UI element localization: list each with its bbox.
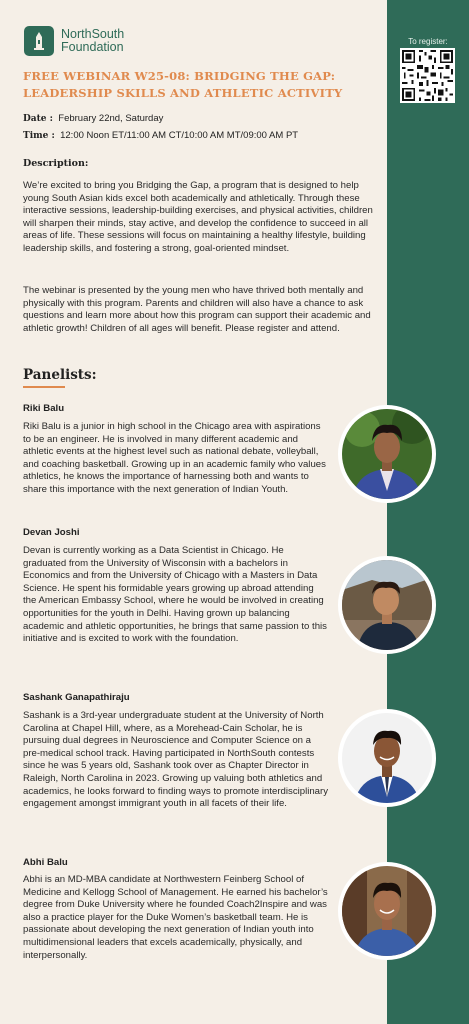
panelist-photo	[338, 709, 436, 807]
panelist-photo	[338, 405, 436, 503]
date-row	[23, 113, 163, 125]
panelist-bio: Abhi is an MD-MBA candidate at Northwestern Feinberg School of Medicine and Kellogg School of Management. He earned his bachelor’s degree from Duke University where he founded Coach2Inspire and was also a practice player for the Duke Women’s basketball team. He is passionate about developing the next generation of Indian youth into multidimensional leaders that excels academically, physically, and interpersonally.	[23, 874, 328, 961]
panelist-photo	[338, 862, 436, 960]
lamp-icon	[24, 26, 54, 56]
panelist-name: Abhi Balu	[23, 857, 68, 868]
date-label: Date :	[23, 114, 53, 124]
panelists-heading: Panelists:	[23, 367, 97, 383]
northsouth-logo	[24, 26, 124, 56]
qr-code-icon[interactable]	[400, 48, 455, 103]
heading-underline	[23, 386, 65, 388]
time-value: 12:00 Noon ET/11:00 AM CT/10:00 AM MT/09:00 AM PT	[60, 130, 299, 141]
register-label: To register:	[408, 37, 448, 46]
description-paragraph-1: We’re excited to bring you Bridging the Gap, a program that is designed to help young South Asian kids excel both academically and athletically. Through these interactive sessions, leadership-building exercises, and physical activities, children will sharpen their minds, stay active, and develop the confidence to succeed in all areas of life. These sessions will focus on maintaining a healthy lifestyle, building leadership skills, and fostering a strong, goal-oriented mindset.	[23, 180, 373, 254]
time-row	[23, 130, 298, 142]
panelist-name: Riki Balu	[23, 403, 65, 414]
panelist-bio: Sashank is a 3rd-year undergraduate student at the University of North Carolina at Chapel Hill, where, as a Morehead-Cain Scholar, he is pursuing dual degrees in Neuroscience and Computer Science on a pre-medical school track. Having participated in NorthSouth contests since he was 5 years old, Sashank took over as Chapter Director in Raleigh, North Carolina in 2023. Growing up valuing both athletics and academics, he looks forward to finding ways to promote interdisciplinary engagement amongst immigrant youth in all facets of their life.	[23, 710, 329, 810]
panelist-bio: Riki Balu is a junior in high school in the Chicago area with aspirations to be an engineer. He is involved in many different academic and athletic events at the highest level such as national debate, volleyball, and coaching basketball. Growing up in an academic family who values athletics, he knows the importance of harnessing both and wants to share this importance with the next generation of Indian Youth.	[23, 421, 326, 495]
description-heading: Description:	[23, 158, 89, 169]
date-value: February 22nd, Saturday	[58, 113, 164, 124]
panelist-name: Sashank Ganapathiraju	[23, 692, 130, 703]
description-paragraph-2: The webinar is presented by the young men who have thrived both mentally and physically with this program. Parents and children will also have a chance to ask questions and learn more about how this program can support their academic and athletic growth! Children of all ages will benefit. Please register and attend.	[23, 285, 371, 334]
page-title: FREE WEBINAR W25-08: BRIDGING THE GAP: LEADERSHIP SKILLS AND ATHLETIC ACTIVITY	[23, 69, 343, 100]
panelist-photo	[338, 556, 436, 654]
time-label: Time :	[23, 131, 55, 141]
logo-text-line1: NorthSouth	[61, 27, 125, 41]
panelist-bio: Devan is currently working as a Data Scientist in Chicago. He graduated from the University of Wisconsin with a bachelors in Economics and from the University of Chicago with a Masters in Data Science. He spent his formidable years growing up abroad attending the American Embassy School, where he would be involved in creating opportunities for the youth in Delhi. Having grown up balancing academic and athletic opportunities, he brings that same passion to this initiative and is excited to work with the foundation.	[23, 545, 327, 645]
panelist-name: Devan Joshi	[23, 527, 80, 538]
logo-text-line2: Foundation	[61, 40, 124, 54]
